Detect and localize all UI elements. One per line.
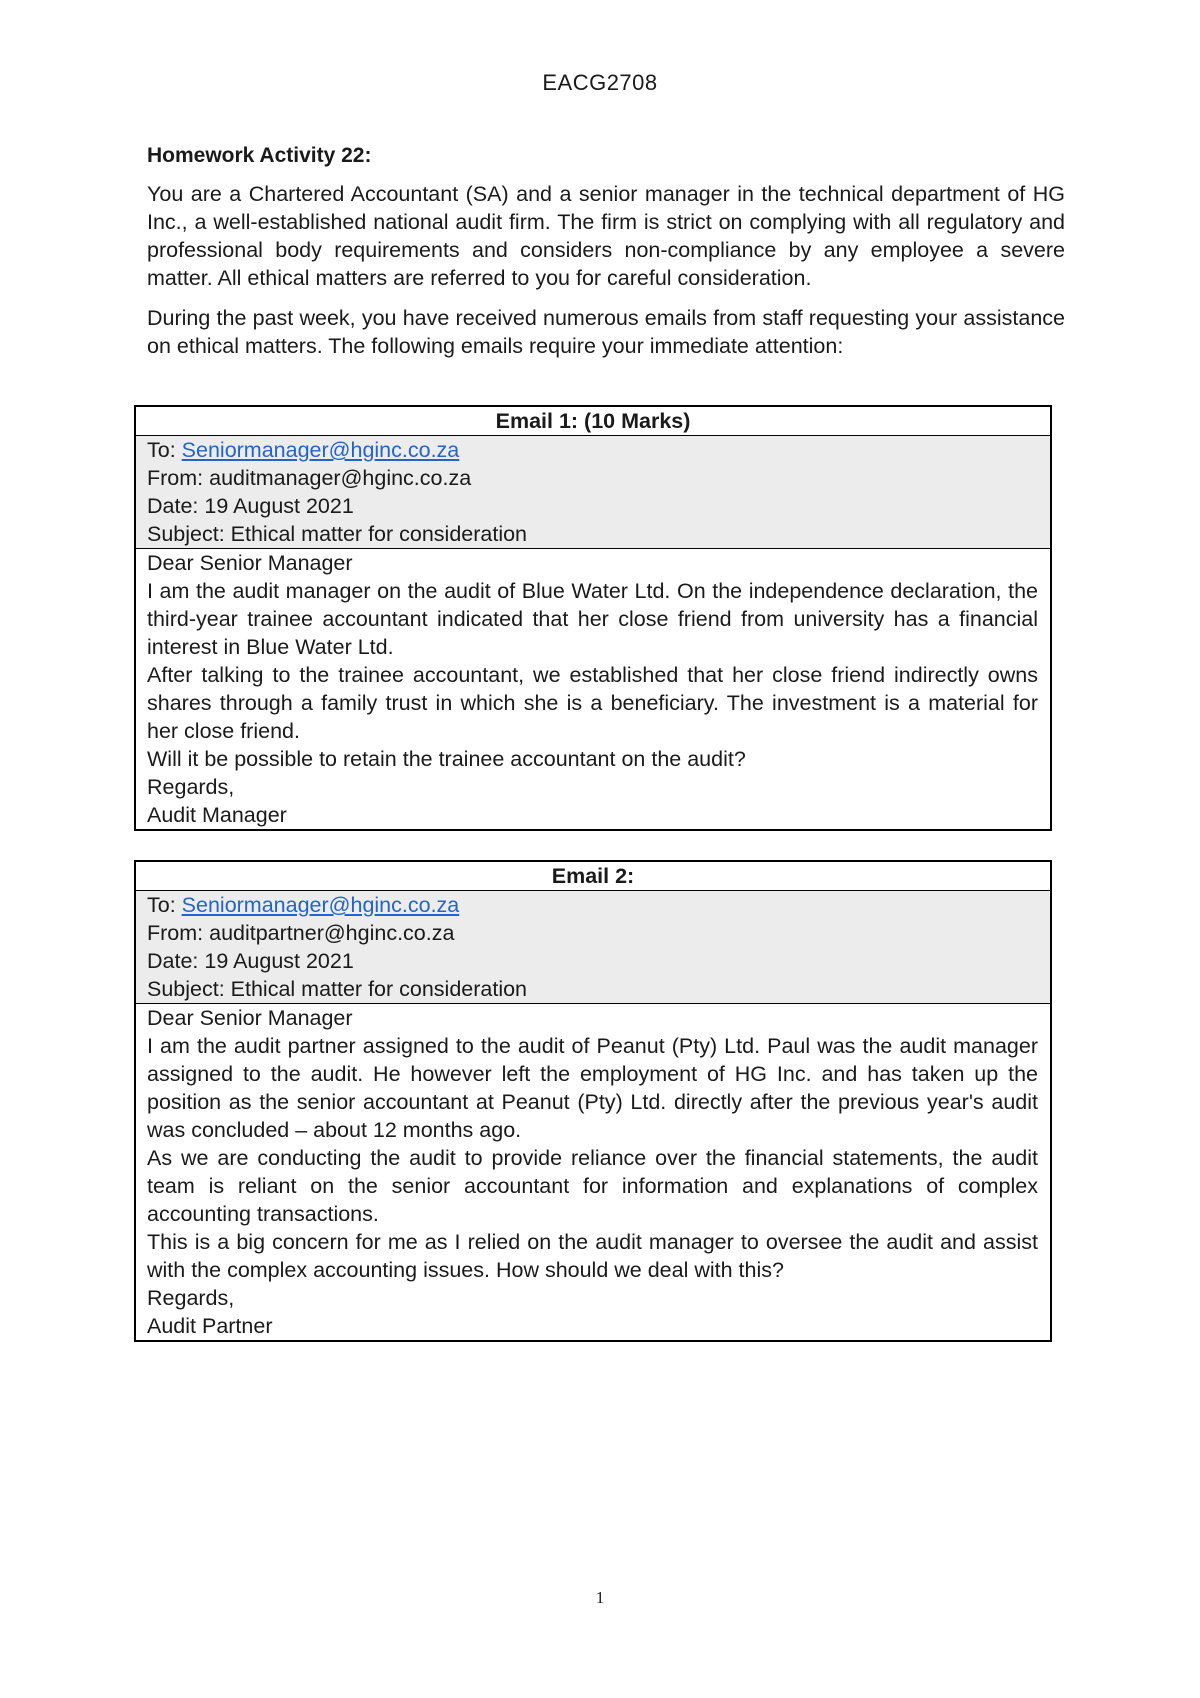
email-1-signoff: Regards, — [147, 775, 235, 799]
email-1-box — [134, 405, 1052, 831]
email-2-signoff: Regards, — [147, 1286, 235, 1310]
email-2-date: Date: 19 August 2021 — [147, 949, 354, 973]
email-2-title: Email 2: — [136, 862, 1050, 891]
email-1-to-link[interactable]: Seniormanager@hginc.co.za — [181, 438, 460, 462]
email-2-body-paragraph: I am the audit partner assigned to the audit of Peanut (Pty) Ltd. Paul was the audit manager assigned to the audit. He however left the employment of HG Inc. and has taken up the position as the senior accountant at Peanut (Pty) Ltd. directly after the previous year's audit was concluded – about 12 months ago. — [147, 1034, 1038, 1142]
email-1-signature: Audit Manager — [147, 803, 287, 827]
email-2-box — [134, 860, 1052, 1342]
course-code: EACG2708 — [542, 70, 658, 95]
email-2-body-paragraph: As we are conducting the audit to provide reliance over the financial statements, the audit team is reliant on the senior accountant for information and explanations of complex accounting transactions. — [147, 1146, 1038, 1226]
email-2-to — [147, 891, 1038, 919]
email-1-body-paragraph: After talking to the trainee accountant, we established that her close friend indirectly owns shares through a family trust in which she is a beneficiary. The investment is a material for her close friend. — [147, 663, 1038, 743]
email-1-body-paragraph: I am the audit manager on the audit of Blue Water Ltd. On the independence declaration, the third-year trainee accountant indicated that her close friend from university has a financial interest in Blue Water Ltd. — [147, 579, 1038, 659]
email-1-to — [147, 436, 1038, 464]
activity-title: Homework Activity 22: — [147, 144, 372, 167]
email-1-body-paragraph: Will it be possible to retain the trainee accountant on the audit? — [147, 747, 746, 771]
email-2-to-label: To: — [147, 893, 182, 917]
email-1-date: Date: 19 August 2021 — [147, 494, 354, 518]
page-number: 1 — [595, 1588, 605, 1607]
activity-section — [147, 144, 1065, 372]
email-1-to-label: To: — [147, 438, 182, 462]
email-2-body-paragraph: This is a big concern for me as I relied on the audit manager to oversee the audit and assist with the complex accounting issues. How should we deal with this? — [147, 1230, 1038, 1282]
email-2-header — [136, 891, 1050, 1004]
email-2-signature: Audit Partner — [147, 1314, 273, 1338]
email-2-to-link[interactable]: Seniormanager@hginc.co.za — [181, 893, 460, 917]
email-1-greeting: Dear Senior Manager — [147, 551, 353, 575]
email-2-body — [136, 1004, 1050, 1340]
email-2-subject: Subject: Ethical matter for consideration — [147, 977, 528, 1001]
email-1-header — [136, 436, 1050, 549]
email-1-body — [136, 549, 1050, 829]
email-1-subject: Subject: Ethical matter for consideration — [147, 522, 528, 546]
email-1-title: Email 1: (10 Marks) — [136, 407, 1050, 436]
email-2-greeting: Dear Senior Manager — [147, 1006, 353, 1030]
context-paragraph: During the past week, you have received numerous emails from staff requesting your assistance on ethical matters. The following emails require your immediate attention: — [147, 306, 1065, 358]
email-2-from: From: auditpartner@hginc.co.za — [147, 921, 455, 945]
intro-paragraph: You are a Chartered Accountant (SA) and a senior manager in the technical department of HG Inc., a well-established national audit firm. The firm is strict on complying with all regulatory and professional body requirements and considers non-compliance by any employee a severe matter. All ethical matters are referred to you for careful consideration. — [147, 182, 1065, 290]
email-1-from: From: auditmanager@hginc.co.za — [147, 466, 472, 490]
